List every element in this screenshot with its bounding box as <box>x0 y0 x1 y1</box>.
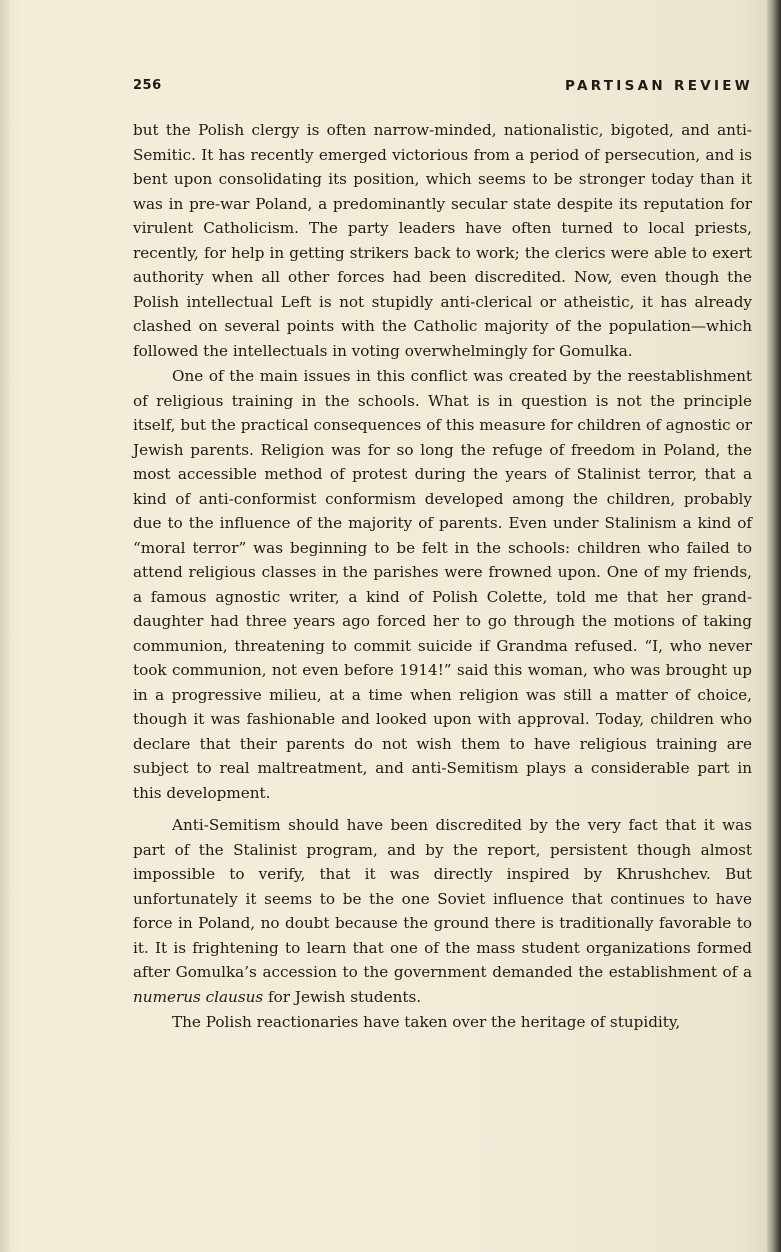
page-header <box>133 78 753 100</box>
paragraph-3-text-before: Anti-Semitism should have been discredited by the very fact that it was part of the Stalinist program, and by the report, persistent though almost impossible to verify, that it was directly inspired by Khrushchev. But unfortunately it seems to be the one Soviet influence that continues to have force in Poland, no doubt because the ground there is traditionally favorable to it. It is frightening to learn that one of the mass student organizations formed after Gomulka’s accession to the government demanded the establishment of a <box>133 816 752 981</box>
body-text <box>133 118 752 1035</box>
paragraph-4: The Polish reactionaries have taken over the heritage of stupidity, <box>172 1013 681 1031</box>
paragraph-3-text-after: for Jewish students. <box>263 987 422 1006</box>
paragraph-1: but the Polish clergy is often narrow-minded, nationalistic, bigoted, and anti-Semitic. It has recently emerged victorious from a period of persecution, and is bent upon consolidating its position, which seems to be stronger today than it was in pre-war Poland, a predominantly secular state despite its reputation for virulent Catholicism. The party leaders have often turned to local priests, recently, for help in getting strikers back to work; the clerics were able to exert authority when all other forces had been discredited. Now, even though the Polish intellectual Left is not stupidly anti-clerical or atheistic, it has already clashed on several points with the Catholic majority of the population—which followed the intellectuals in voting overwhelmingly for Gomulka. <box>133 121 752 360</box>
page-left-edge <box>0 0 10 1252</box>
page-binding-shadow <box>767 0 781 1252</box>
paragraph-3-italic: numerus clausus <box>133 987 264 1006</box>
paragraph-2: One of the main issues in this conflict was created by the reestablishment of religious training in the schools. What is in question is not the principle itself, but the practical consequences of this measure for children of agnostic or Jewish parents. Religion was for so long the refuge of freedom in Poland, the most accessible method of protest during the years of Stalinist terror, that a kind of anti-conformist conformism developed among the children, probably due to the influence of the majority of parents. Even under Stalinism a kind of “moral terror” was beginning to be felt in the schools: children who failed to attend religious classes in the parishes were frowned upon. One of my friends, a famous agnostic writer, a kind of Polish Colette, told me that her grand-daughter had three years ago forced her to go through the motions of taking communion, threatening to commit suicide if Grandma refused. “I, who never took communion, not even before 1914!” said this woman, who was brought up in a progressive milieu, at a time when religion was still a matter of choice, though it was fashionable and looked upon with approval. Today, children who declare that their parents do not wish them to have religious training are subject to real maltreatment, and anti-Semitism plays a considerable part in this development. <box>133 367 752 802</box>
page-number: 256 <box>133 78 162 93</box>
running-head: PARTISAN REVIEW <box>565 78 753 94</box>
paragraph-3 <box>133 813 752 1009</box>
